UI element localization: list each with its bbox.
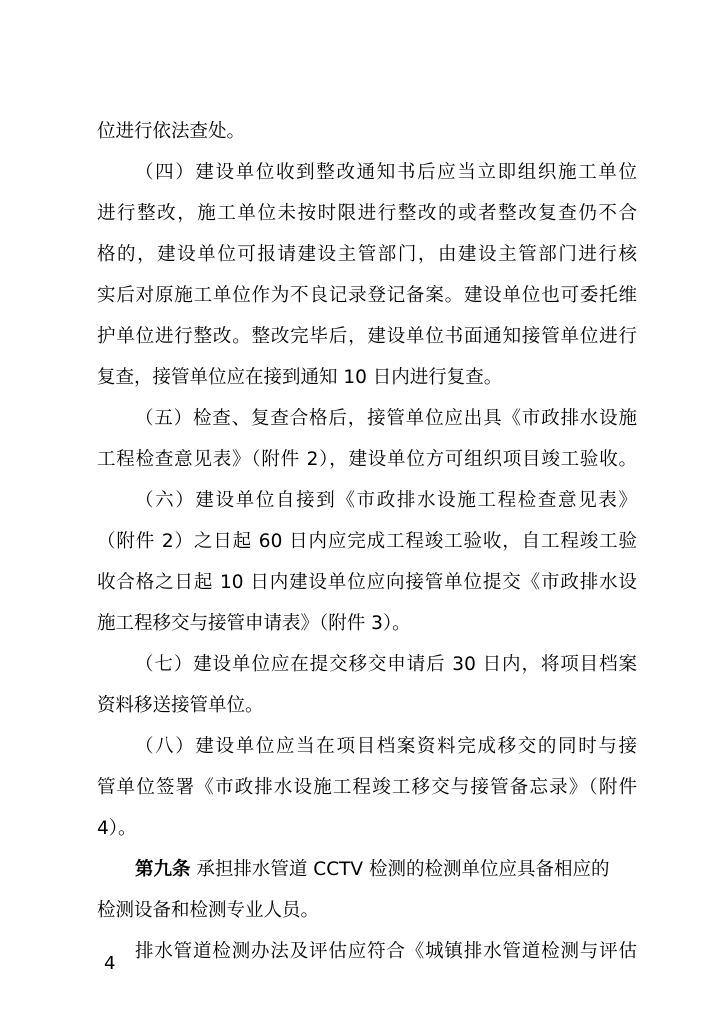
text-line: （五）检查、复查合格后，接管单位应出具《市政排水设施 (135, 408, 637, 429)
text-line: 复查，接管单位应在接到通知 10 日内进行复查。 (97, 367, 503, 388)
text-line: 管单位签署《市政排水设施工程竣工移交与接管备忘录》（附件 (97, 777, 637, 798)
text-line: 格的，建设单位可报请建设主管部门，由建设主管部门进行核 (97, 244, 637, 265)
text-line: （四）建设单位收到整改通知书后应当立即组织施工单位 (135, 162, 637, 183)
text-line: 进行整改，施工单位未按时限进行整改的或者整改复查仍不合 (97, 203, 637, 224)
page-number: 4 (104, 953, 116, 974)
article-nine-line (135, 858, 637, 882)
text-line: （附件 2）之日起 60 日内应完成工程竣工验收，自工程竣工验 (97, 531, 637, 552)
text-line: （七）建设单位应在提交移交申请后 30 日内，将项目档案 (135, 654, 637, 675)
text-line: 施工程移交与接管申请表》（附件 3）。 (97, 613, 411, 634)
text-line: 实后对原施工单位作为不良记录登记备案。建设单位也可委托维 (97, 285, 637, 306)
text-line: 位进行依法查处。 (97, 121, 246, 142)
text-line: 资料移送接管单位。 (97, 695, 264, 716)
article-text: 承担排水管道 CCTV 检测的检测单位应具备相应的 (196, 859, 610, 880)
text-line: 检测设备和检测专业人员。 (97, 900, 320, 921)
text-line: （八）建设单位应当在项目档案资料完成移交的同时与接 (135, 736, 637, 757)
article-label: 第九条 (135, 859, 191, 880)
text-line: （六）建设单位自接到《市政排水设施工程检查意见表》 (135, 490, 637, 511)
text-line: 护单位进行整改。整改完毕后，建设单位书面通知接管单位进行 (97, 326, 637, 347)
text-line: 排水管道检测办法及评估应符合《城镇排水管道检测与评估 (135, 941, 637, 962)
text-line: 工程检查意见表》（附件 2），建设单位方可组织项目竣工验收。 (97, 449, 637, 470)
text-line: 收合格之日起 10 日内建设单位应向接管单位提交《市政排水设 (97, 572, 637, 593)
text-line: 4）。 (97, 818, 137, 839)
